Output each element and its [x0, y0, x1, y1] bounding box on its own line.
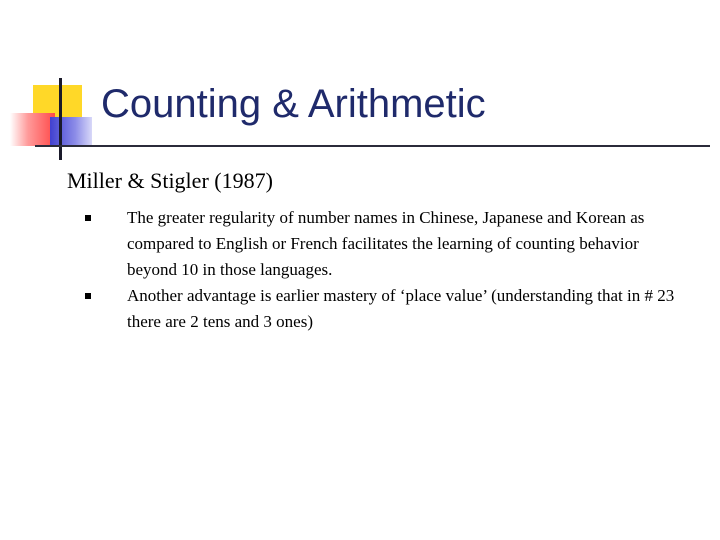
slide-subtitle: Miller & Stigler (1987)	[67, 168, 273, 193]
square-bullet-icon	[85, 215, 91, 221]
decoration-red-gradient	[10, 113, 55, 146]
bullet-item	[80, 283, 700, 335]
title-underline	[35, 145, 710, 147]
decoration-vertical-line	[59, 78, 62, 160]
slide-title: Counting & Arithmetic	[101, 82, 486, 126]
bullet-list	[80, 205, 700, 335]
bullet-text: The greater regularity of number names in Chinese, Japanese and Korean as compared to English or French facilitates the learning of counting behavior beyond 10 in those languages.	[127, 208, 645, 279]
square-bullet-icon	[85, 293, 91, 299]
bullet-item	[80, 205, 700, 283]
decoration-blue-gradient	[50, 117, 92, 146]
bullet-text: Another advantage is earlier mastery of ‘place value’ (understanding that in # 23 there are 2 tens and 3 ones)	[127, 286, 675, 331]
